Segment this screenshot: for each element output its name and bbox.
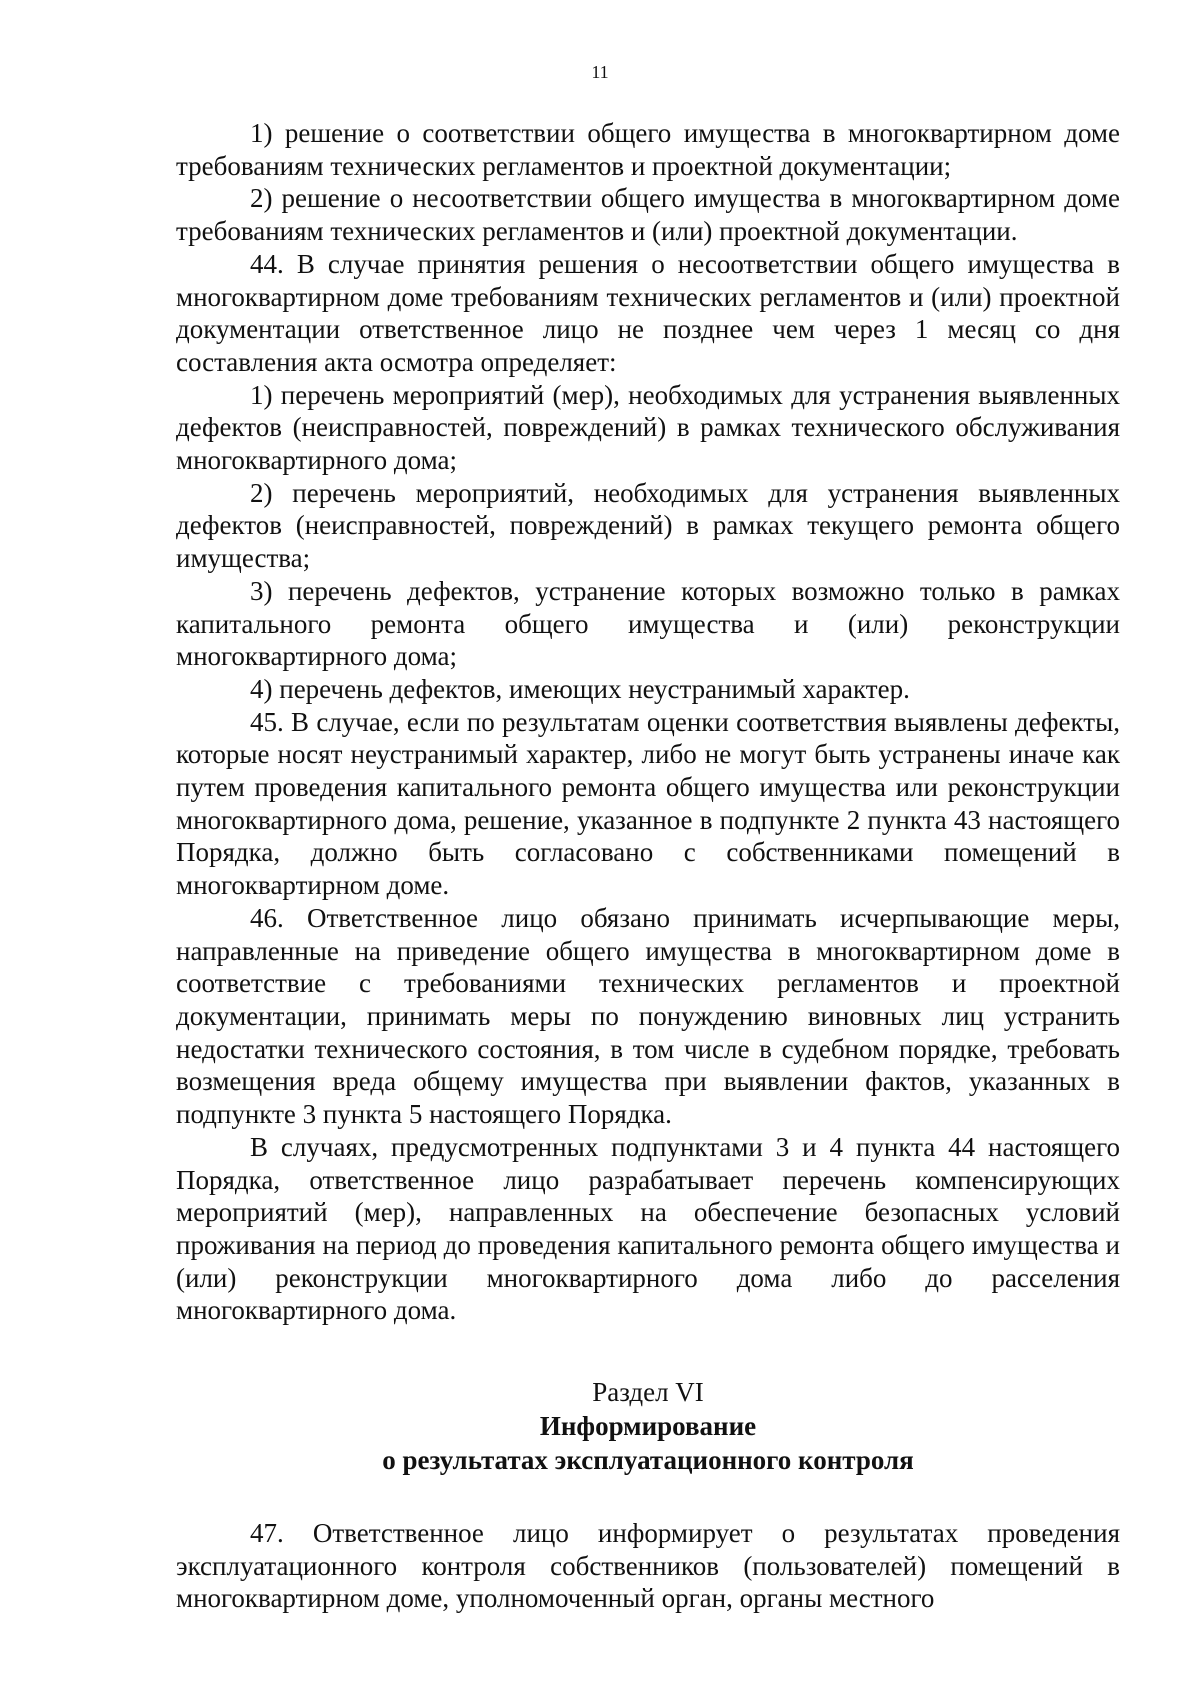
- paragraph: 1) перечень мероприятий (мер), необходимых для устранения выявленных дефектов (неисправностей, повреждений) в рамках технического обслуживания многоквартирного дома;: [176, 379, 1120, 476]
- paragraph: 3) перечень дефектов, устранение которых возможно только в рамках капитального ремонта общего имущества и (или) реконструкции многоквартирного дома;: [176, 575, 1120, 672]
- paragraph: 44. В случае принятия решения о несоответствии общего имущества в многоквартирном доме требованиям технических регламентов и (или) проектной документации ответственное лицо не позднее чем через 1 месяц со дня составления акта осмотра определяет:: [176, 248, 1120, 377]
- paragraph: 47. Ответственное лицо информирует о результатах проведения эксплуатационного контроля собственников (пользователей) помещений в многоквартирном доме, уполномоченный орган, органы местного: [176, 1518, 1120, 1614]
- paragraph: 45. В случае, если по результатам оценки соответствия выявлены дефекты, которые носят неустранимый характер, либо не могут быть устранены иначе как путем проведения капитального ремонта общего имущества или реконструкции многоквартирного дома, решение, указанное в подпункте 2 пункта 43 настоящего Порядка, должно быть согласовано с собственниками помещений в многоквартирном доме.: [176, 706, 1120, 901]
- page-number: 11: [591, 62, 609, 82]
- paragraph: В случаях, предусмотренных подпунктами 3 и 4 пункта 44 настоящего Порядка, ответственное лицо разрабатывает перечень компенсирующих мероприятий (мер), направленных на обеспечение безопасных условий проживания на период до проведения капитального ремонта общего имущества и (или) реконструкции многоквартирного дома либо до расселения многоквартирного дома.: [176, 1131, 1120, 1326]
- paragraph: 1) решение о соответствии общего имущества в многоквартирном доме требованиям технических регламентов и проектной документации;: [176, 118, 1120, 181]
- document-body: [176, 117, 1120, 1615]
- paragraph: 2) перечень мероприятий, необходимых для устранения выявленных дефектов (неисправностей, повреждений) в рамках текущего ремонта общего имущества;: [176, 477, 1120, 574]
- paragraph: 4) перечень дефектов, имеющих неустранимый характер.: [250, 673, 910, 704]
- section-title-line2: о результатах эксплуатационного контроля: [382, 1445, 914, 1476]
- section-label: Раздел VI: [592, 1377, 704, 1408]
- section-title-line1: Информирование: [539, 1411, 757, 1442]
- paragraph: 2) решение о несоответствии общего имущества в многоквартирном доме требованиям технических регламентов и (или) проектной документации.: [176, 183, 1120, 247]
- section-heading: [176, 1375, 1120, 1477]
- paragraph: 46. Ответственное лицо обязано принимать исчерпывающие меры, направленные на приведение общего имущества в многоквартирном доме в соответствие с требованиями технических регламентов и проектной документации, принимать меры по понуждению виновных лиц устранить недостатки технического состояния, в том числе в судебном порядке, требовать возмещения вреда общему имущества при выявлении фактов, указанных в подпункте 3 пункта 5 настоящего Порядка.: [176, 902, 1120, 1130]
